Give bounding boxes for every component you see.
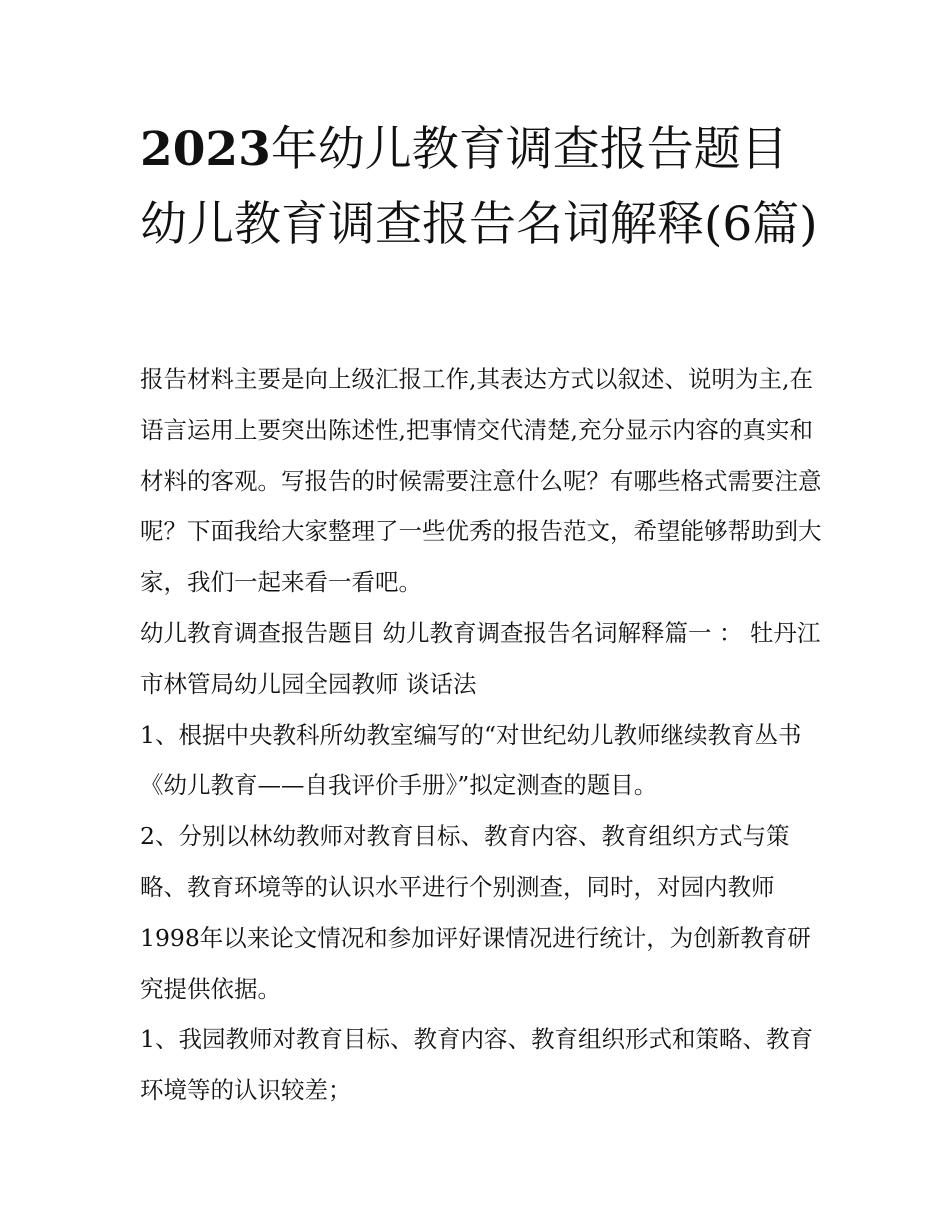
document-body bbox=[140, 354, 830, 1116]
title-year: 2023 bbox=[140, 122, 271, 177]
title-text: 年幼儿教育调查报告题目 幼儿教育调查报告名词解释(6篇) bbox=[140, 122, 818, 252]
document-title bbox=[140, 112, 830, 262]
paragraph-finding-1: 1、我园教师对教育目标、教育内容、教育组织形式和策略、教育环境等的认识较差； bbox=[140, 1025, 813, 1105]
paragraph-method-1: 1、根据中央教科所幼教室编写的“对世纪幼儿教师继续教育丛书《幼儿教育——自我评价手册》”拟定测查的题目。 bbox=[140, 720, 802, 800]
paragraph-method-2: 2、分别以林幼教师对教育目标、教育内容、教育组织方式与策略、教育环境等的认识水平进行个别测查，同时，对园内教师1998年以来论文情况和参加评好课情况进行统计，为创新教育研究提供依据。 bbox=[140, 822, 811, 1003]
paragraph-intro: 报告材料主要是向上级汇报工作,其表达方式以叙述、说明为主,在语言运用上要突出陈述性,把事情交代清楚,充分显示内容的真实和材料的客观。写报告的时候需要注意什么呢？有哪些格式需要注意呢？下面我给大家整理了一些优秀的报告范文，希望能够帮助到大家，我们一起来看一看吧。 bbox=[140, 365, 822, 597]
paragraph-section-heading: 幼儿教育调查报告题目 幼儿教育调查报告名词解释篇一 ： 牡丹江市林管局幼儿园全园教师 谈话法 bbox=[140, 618, 821, 698]
